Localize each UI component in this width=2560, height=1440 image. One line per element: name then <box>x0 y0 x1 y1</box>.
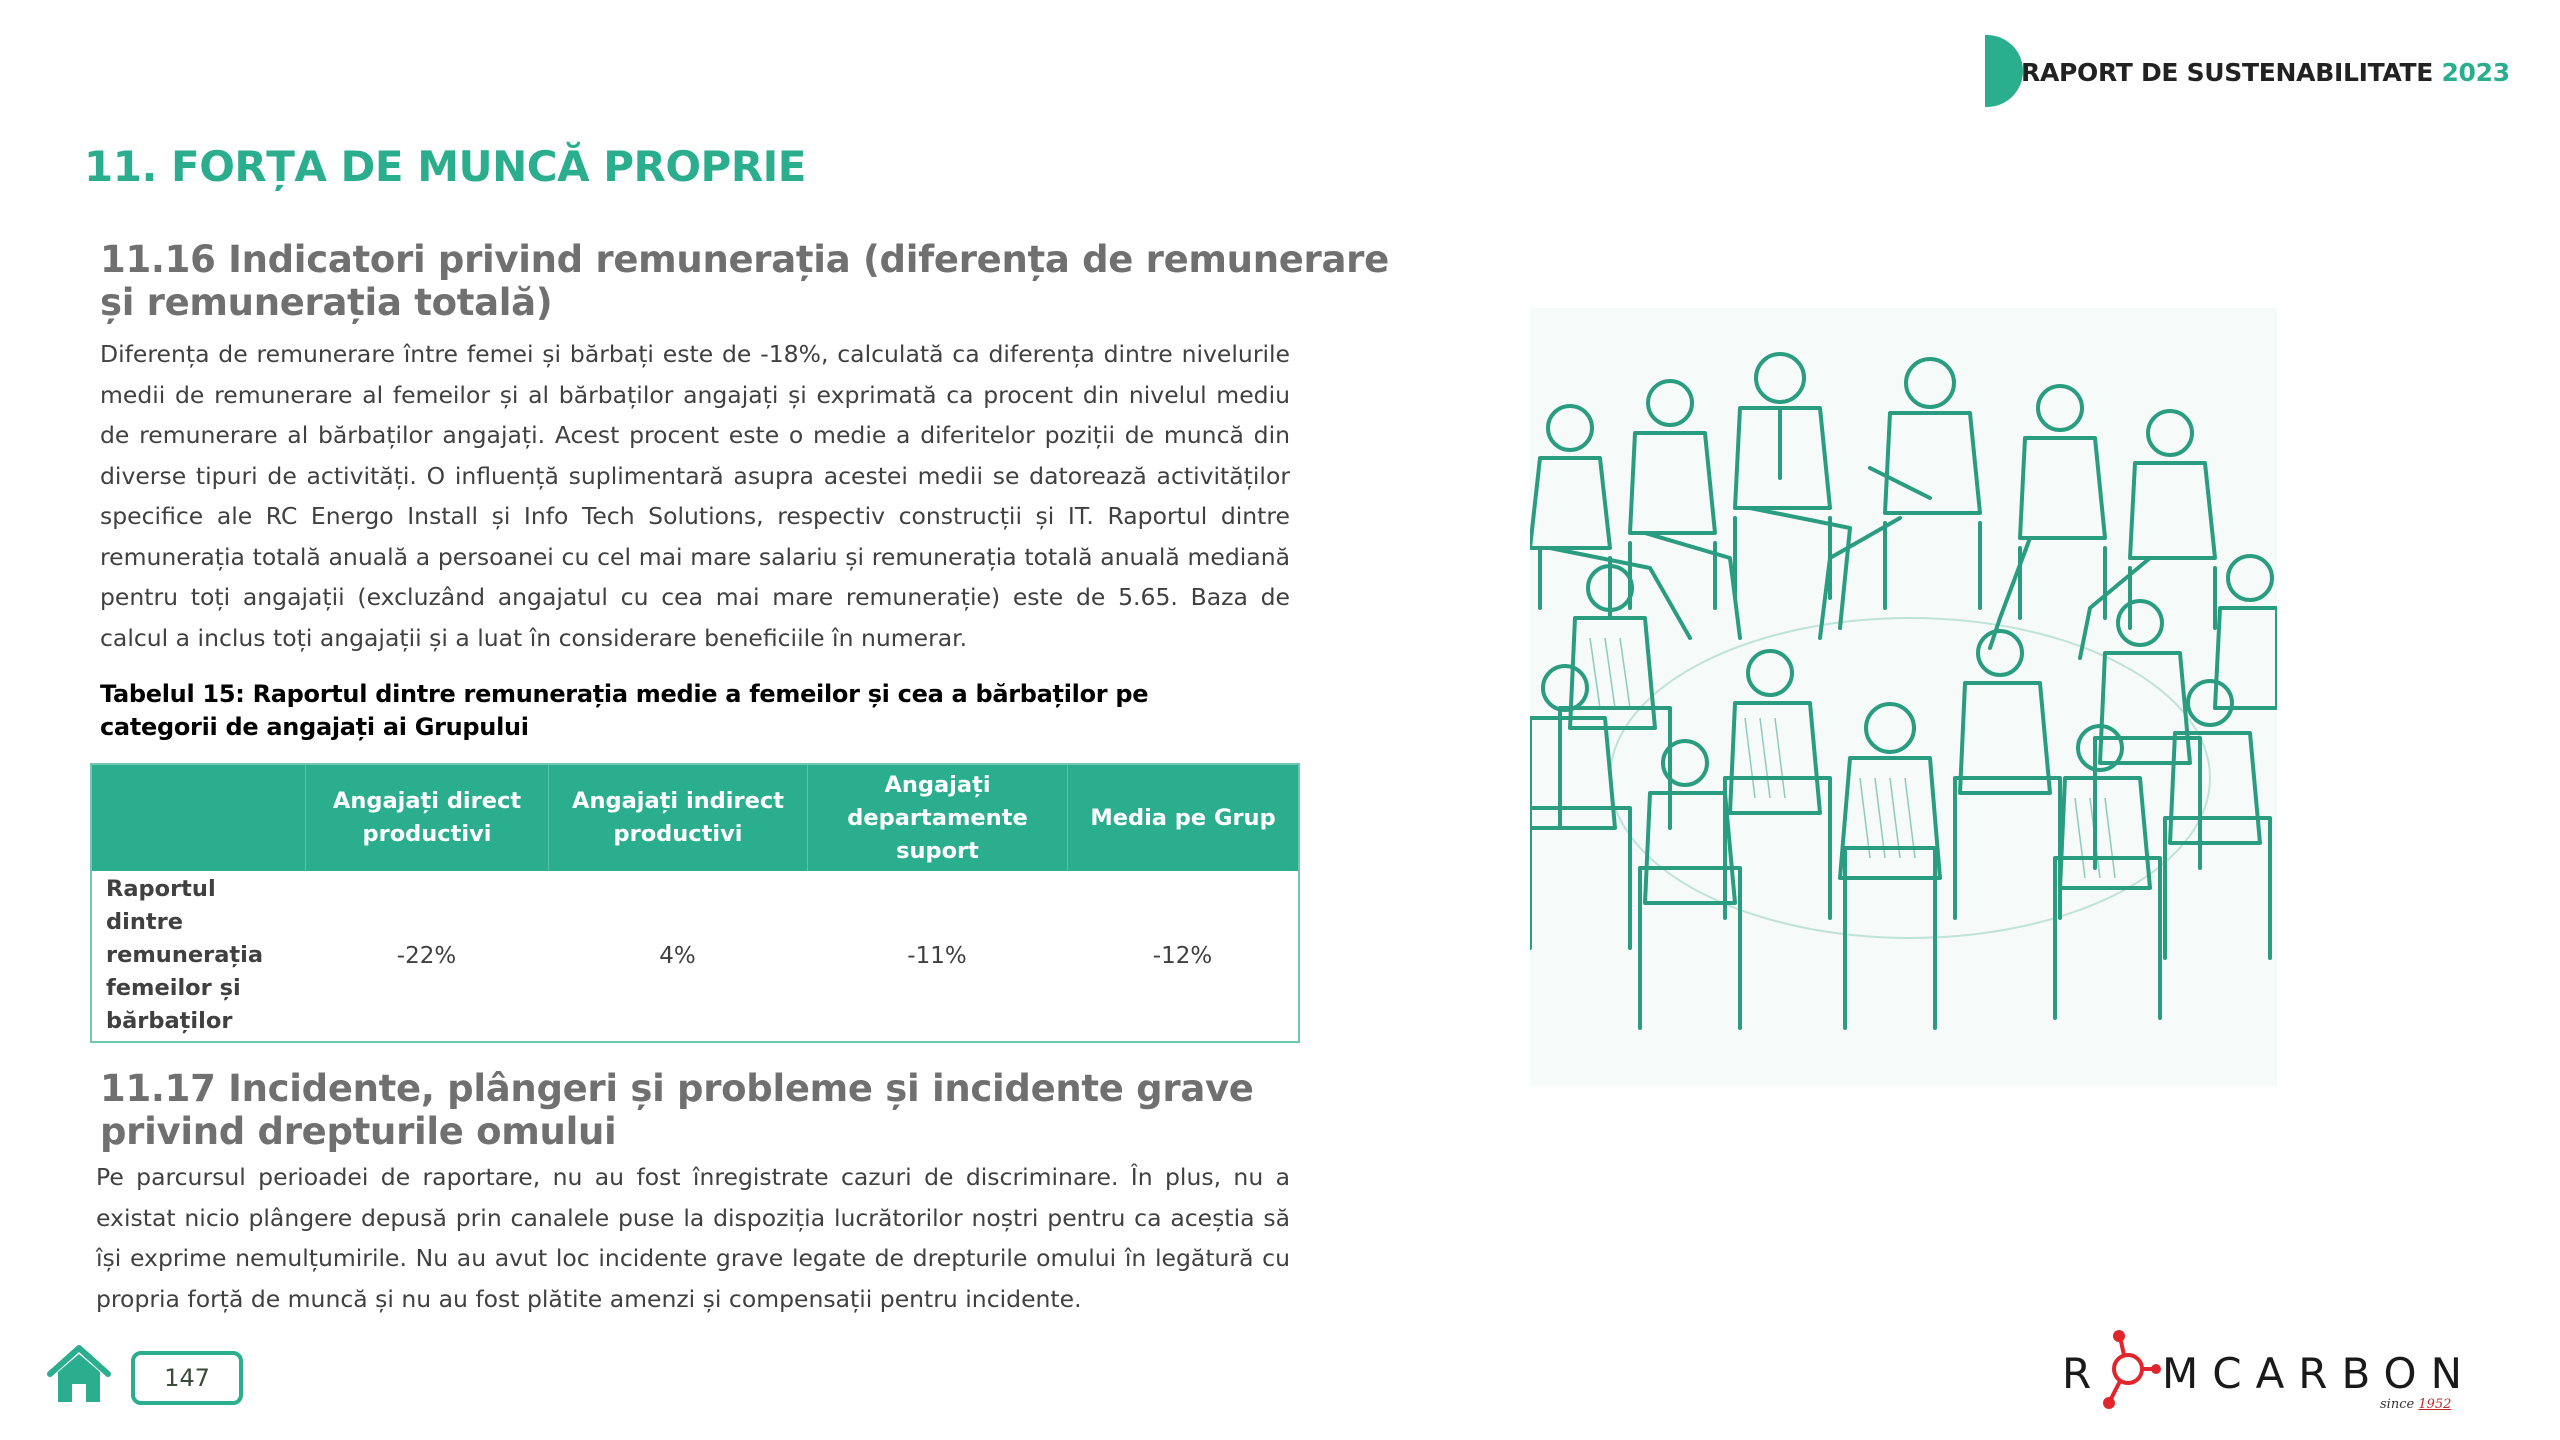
logo-letter-r: R <box>2062 1349 2106 1398</box>
table-header-row <box>92 765 1298 871</box>
table-header-cell: Angajați direct productivi <box>305 765 548 871</box>
paragraph-line: își exprime nemulțumirile. Nu au avut loc incidente grave legate de drepturile omului în legătură cu <box>96 1244 1290 1272</box>
paragraph-line: diverse tipuri de activități. O influență suplimentară asupra acestei medii se datorează activităților <box>100 461 1290 490</box>
table-row <box>92 871 1298 1041</box>
row-label-line: femeilor și <box>106 975 241 1001</box>
logo-since <box>2380 1397 2451 1412</box>
romcarbon-logo <box>2060 1335 2500 1425</box>
paragraph-line: pentru toți angajații (excluzând angajatul cu cea mai mare remunerație) este de 5.65. Baza de <box>100 583 1290 611</box>
table-header-cell: Angajați departamente suport <box>807 765 1067 871</box>
subsection-title-11-16 <box>100 238 1389 324</box>
table-header-cell: Media pe Grup <box>1067 765 1298 871</box>
table-row-label <box>92 871 305 1041</box>
table-header-cell <box>92 765 305 871</box>
remuneration-paragraph <box>100 334 1290 658</box>
section-title: 11. FORȚA DE MUNCĂ PROPRIE <box>84 142 806 191</box>
table-cell: -22% <box>396 943 457 969</box>
paragraph-line: medii de remunerare al femeilor și al bărbaților angajați și exprimată ca procent din nivelul mediu <box>100 380 1290 409</box>
paragraph-line: remunerația totală anuală a persoanei cu cel mai mare salariu și remunerația totală anuală mediană <box>100 542 1290 571</box>
paragraph-line: propria forță de muncă și nu au fost plătite amenzi și compensații pentru incidente. <box>96 1284 1082 1313</box>
subsection-title-line: 11.17 Incidente, plângeri și probleme și incidente grave <box>100 1067 1254 1110</box>
human-rights-paragraph <box>96 1157 1290 1319</box>
home-button[interactable] <box>46 1344 112 1404</box>
home-icon <box>46 1344 112 1404</box>
caption-line: categorii de angajați ai Grupului <box>100 713 529 741</box>
report-title <box>2021 58 2510 87</box>
paragraph-line: de remunerare al bărbaților angajați. Acest procent este o medie a diferitelor poziții de muncă din <box>100 421 1290 449</box>
remuneration-ratio-table <box>90 763 1300 1043</box>
paragraph-line: Diferența de remunerare între femei și bărbați este de -18%, calculată ca diferența dintre nivelurile <box>100 340 1290 368</box>
since-year: 1952 <box>2418 1397 2452 1412</box>
subsection-title-line: privind drepturile omului <box>100 1110 617 1153</box>
molecule-icon <box>2102 1329 2162 1411</box>
header-accent-tab <box>1985 35 2023 107</box>
people-circle-illustration <box>1530 308 2277 1086</box>
row-label-line: Raportul <box>106 876 216 902</box>
row-label-line: remunerația <box>106 942 264 968</box>
logo-text: MCARBON <box>2162 1349 2477 1398</box>
table-cell: -11% <box>907 943 967 969</box>
subsection-title-line: și remunerația totală) <box>100 281 553 324</box>
report-title-text: RAPORT DE SUSTENABILITATE <box>2021 58 2434 87</box>
page-number: 147 <box>131 1351 243 1405</box>
report-year: 2023 <box>2441 58 2510 87</box>
table-header-cell: Angajați indirect productivi <box>548 765 807 871</box>
table-cell: -12% <box>1152 943 1213 969</box>
paragraph-line: specifice ale RC Energo Install și Info Tech Solutions, respectiv construcții și IT. Raportul dintre <box>100 502 1290 530</box>
paragraph-line: Pe parcursul perioadei de raportare, nu au fost înregistrate cazuri de discriminare. În plus, nu a <box>96 1163 1290 1191</box>
table-cell: 4% <box>659 943 696 969</box>
row-label-line: bărbaților <box>106 1008 233 1034</box>
paragraph-line: existat nicio plângere depusă prin canalele puse la dispoziția lucrătorilor noștri pentru ca aceștia să <box>96 1203 1290 1232</box>
table-caption <box>100 678 1300 744</box>
subsection-title-line: 11.16 Indicatori privind remunerația (diferența de remunerare <box>100 238 1389 281</box>
paragraph-line: calcul a inclus toți angajații și a luat în considerare beneficiile în numerar. <box>100 623 968 652</box>
caption-line: Tabelul 15: Raportul dintre remunerația medie a femeilor și cea a bărbaților pe <box>100 680 1149 708</box>
subsection-title-11-17 <box>100 1067 1300 1153</box>
row-label-line: dintre <box>106 909 183 935</box>
since-label: since <box>2380 1397 2415 1412</box>
